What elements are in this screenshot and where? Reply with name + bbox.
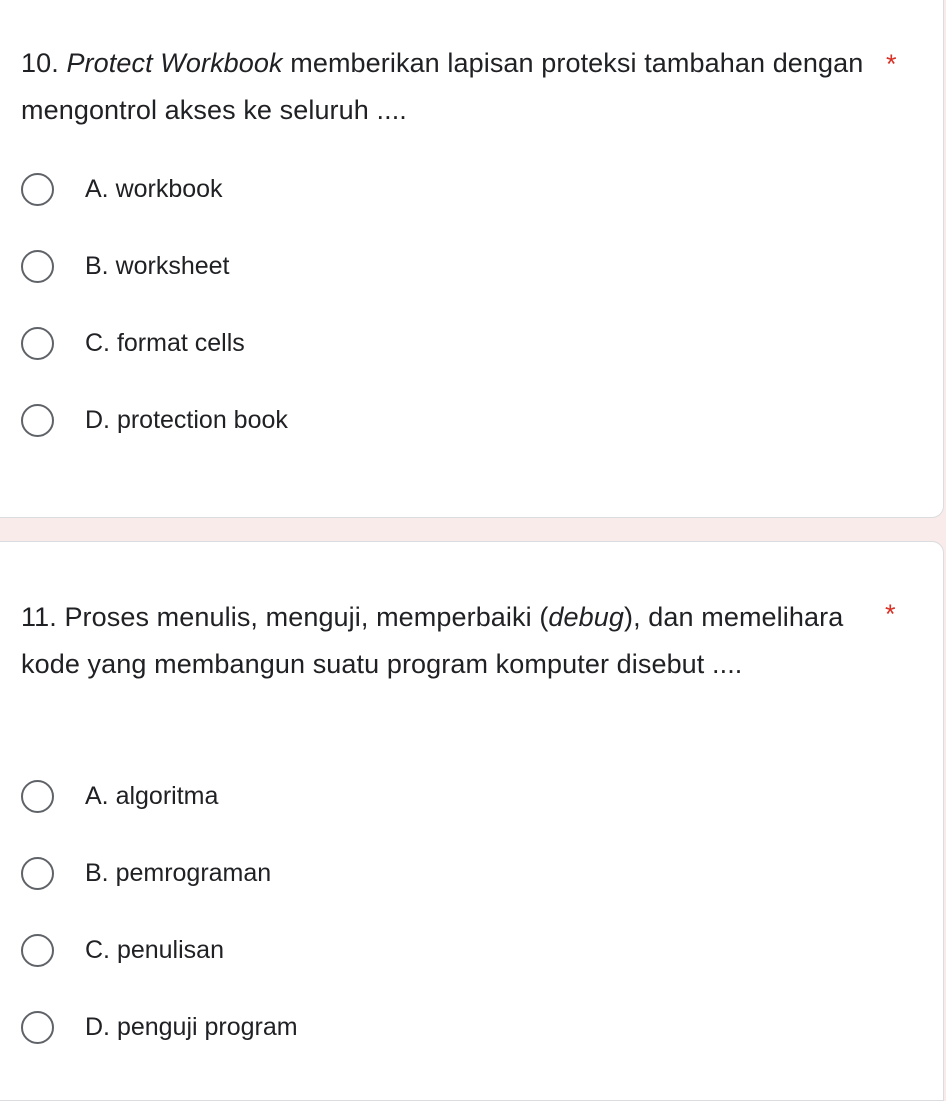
question-card-11	[0, 541, 944, 1101]
question-card-10	[0, 0, 944, 518]
option-label: A. workbook	[85, 175, 223, 203]
option-c[interactable]	[21, 928, 224, 972]
option-a[interactable]	[21, 774, 218, 818]
required-asterisk: *	[886, 49, 897, 79]
radio-button-icon[interactable]	[21, 780, 54, 813]
question-title	[21, 594, 871, 688]
option-label: B. pemrograman	[85, 859, 272, 887]
question-text-body: memberikan lapisan proteksi tambahan dengan mengontrol akses ke seluruh ....	[21, 48, 864, 125]
option-label: A. algoritma	[85, 782, 219, 810]
question-number: 11.	[21, 602, 57, 632]
question-title	[21, 40, 871, 134]
required-asterisk: *	[885, 599, 896, 629]
option-b[interactable]	[21, 244, 230, 288]
radio-button-icon[interactable]	[21, 327, 54, 360]
option-label: C. penulisan	[85, 936, 224, 964]
option-label: D. protection book	[85, 406, 288, 434]
option-b[interactable]	[21, 851, 271, 895]
question-italic-term: Protect Workbook	[66, 48, 283, 78]
question-number: 10.	[21, 48, 59, 78]
radio-button-icon[interactable]	[21, 404, 54, 437]
radio-button-icon[interactable]	[21, 1011, 54, 1044]
option-d[interactable]	[21, 1005, 298, 1049]
radio-button-icon[interactable]	[21, 934, 54, 967]
option-a[interactable]	[21, 167, 223, 211]
question-text-body: Proses menulis, menguji, memperbaiki (	[56, 602, 549, 632]
option-d[interactable]	[21, 398, 288, 442]
option-label: D. penguji program	[85, 1013, 298, 1041]
question-text-body: ), dan memelihara kode yang membangun suatu program komputer disebut ....	[21, 602, 844, 679]
option-c[interactable]	[21, 321, 245, 365]
option-label: C. format cells	[85, 329, 245, 357]
radio-button-icon[interactable]	[21, 857, 54, 890]
question-italic-term: debug	[548, 602, 625, 632]
option-label: B. worksheet	[85, 252, 230, 280]
radio-button-icon[interactable]	[21, 250, 54, 283]
radio-button-icon[interactable]	[21, 173, 54, 206]
